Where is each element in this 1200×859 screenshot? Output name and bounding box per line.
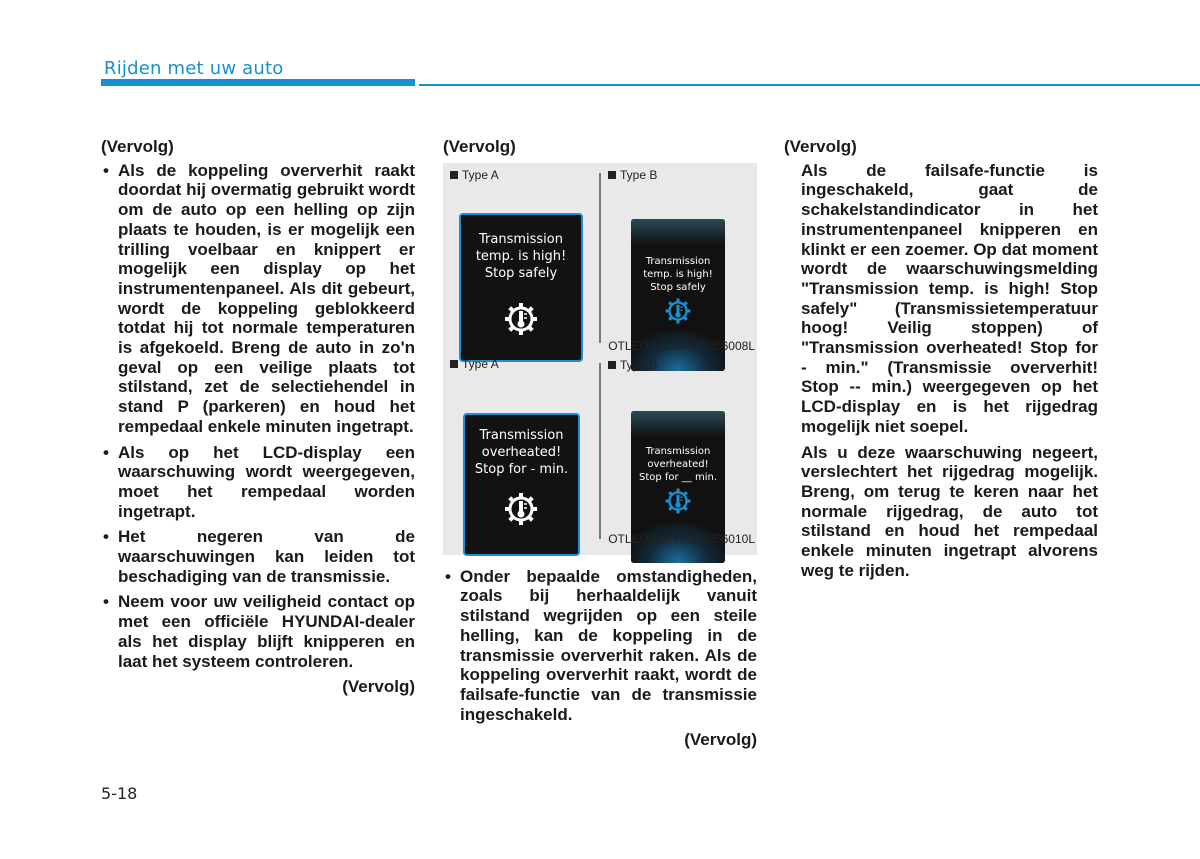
display-message: Transmission overheated! Stop for __ min.: [638, 445, 718, 483]
middle-column: [443, 137, 757, 750]
type-b-label: Type B: [608, 356, 657, 376]
list-item: • Als de koppeling oververhit raakt doordat hij overmatig gebruikt wordt om de auto op een helling op zijn plaats te houden, is er mogelijk een trilling voelbaar en knippert er mogelijk een display op het instrumentenpaneel. Als dit gebeurt, wordt de koppeling geblokkeerd totdat hij tot normale temperaturen is afgekoeld. Breng de auto in zo'n geval op een veilige plaats tot stilstand, zet de selectiehendel in stand P (parkeren) en houd het rempedaal enkele minuten ingetrapt.: [101, 161, 415, 437]
warning-display-figure: [443, 163, 757, 555]
continued-label-top: (Vervolg): [784, 137, 857, 156]
section-title: Rijden met uw auto: [104, 58, 284, 79]
paragraph: Als u deze waarschuwing negeert, verslechtert het rijgedrag mogelijk. Breng, om terug te keren naar het normale rijgedrag, de auto tot stilstand en houd het rempedaal enkele minuten ingetrapt alvorens weg te rijden.: [801, 442, 1098, 580]
continued-label-bottom: (Vervolg): [684, 730, 757, 750]
list-item: • Als op het LCD-display een waarschuwing wordt weergegeven, moet het rempedaal worden ingetrapt.: [101, 443, 415, 522]
list-item: • Neem voor uw veiligheid contact op met een officiële HYUNDAI-dealer als het display blijft knipperen en laat het systeem controleren.: [101, 592, 415, 671]
type-a-label: Type A: [450, 355, 499, 375]
continued-label-top: (Vervolg): [101, 137, 174, 156]
transmission-temperature-warning-icon: [503, 301, 539, 342]
display-message: Transmission overheated! Stop for - min.: [474, 427, 569, 477]
right-column: [784, 137, 1098, 586]
continued-label-bottom: (Vervolg): [342, 677, 415, 697]
header-rule: [419, 84, 1200, 86]
continued-label-top: (Vervolg): [443, 137, 516, 156]
transmission-temperature-warning-icon: [664, 297, 692, 329]
display-message: Transmission temp. is high! Stop safely: [643, 255, 713, 293]
figure-divider: [599, 363, 601, 539]
list-item: • Het negeren van de waarschuwingen kan leiden tot beschadiging van de transmissie.: [101, 527, 415, 586]
header-accent-bar: [101, 79, 415, 86]
page-number: 5-18: [101, 784, 138, 803]
figure-divider: [599, 173, 601, 343]
paragraph: Als de failsafe-functie is ingeschakeld, gaat de schakelstandindicator in het instrumentenpaneel knipperen en klinkt er een zoemer. Op dat moment wordt de waarschuwingsmelding "Transmission temp. is high! Stop safely" (Transmissietemperatuur hoog! Veilig stoppen) of "Transmission overheated! Stop for - min." (Transmissie oververhit! Stop -- min.) weergegeven op het LCD-display en is het rijgedrag mogelijk niet soepel.: [801, 160, 1098, 436]
transmission-temperature-warning-icon: [664, 487, 692, 519]
left-column: [101, 137, 415, 697]
type-b-label: Type B: [608, 166, 657, 186]
type-a-label: Type A: [450, 166, 499, 186]
list-item: • Onder bepaalde omstandigheden, zoals bij herhaaldelijk vanuit stilstand wegrijden op een steile helling, kan de koppeling in de transmissie oververhit raken. Als de koppeling oververhit raakt, wordt de failsafe-functie van de transmissie ingeschakeld.: [443, 567, 757, 725]
figure-code: OTLE055027/OAE056010L: [608, 531, 755, 546]
display-message: Transmission temp. is high! Stop safely: [475, 231, 567, 281]
transmission-temperature-warning-icon: [503, 491, 539, 532]
figure-code: OTLE055023/OAE056008L: [608, 338, 755, 353]
